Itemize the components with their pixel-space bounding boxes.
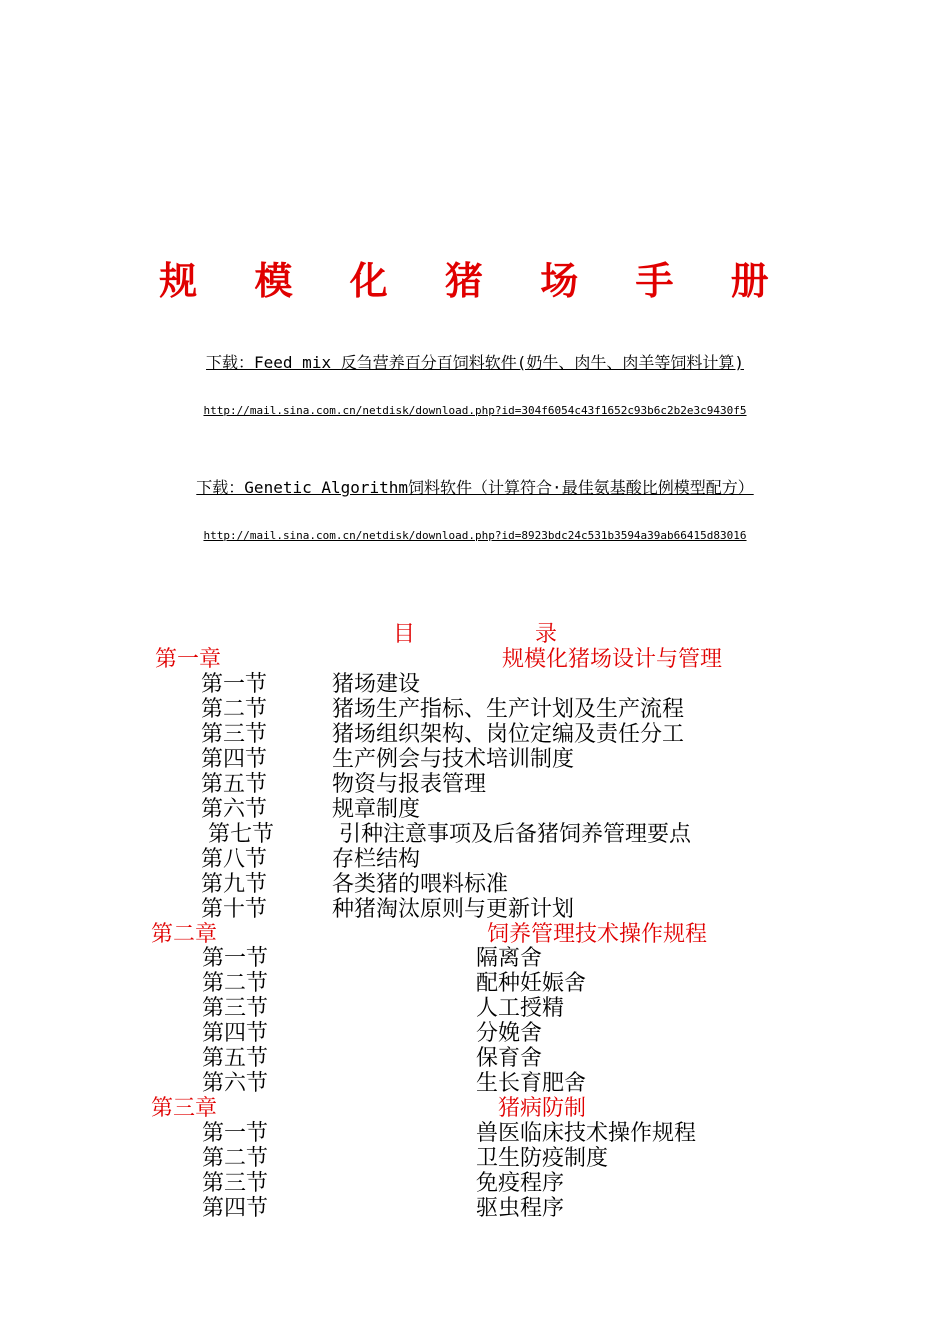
section-title: 引种注意事项及后备猪饲养管理要点 <box>339 822 692 847</box>
chapter-label: 第三章 <box>151 1096 218 1121</box>
section-label: 第五节 <box>201 772 268 797</box>
section-title: 物资与报表管理 <box>332 772 487 797</box>
section-label: 第二节 <box>202 1146 269 1171</box>
section-label: 第四节 <box>201 747 268 772</box>
section-label: 第六节 <box>202 1071 269 1096</box>
section-label: 第二节 <box>202 971 269 996</box>
section-label: 第十节 <box>201 897 268 922</box>
section-label: 第一节 <box>202 1121 269 1146</box>
section-label: 第九节 <box>201 872 268 897</box>
section-title: 存栏结构 <box>332 847 421 872</box>
chapter-title: 规模化猪场设计与管理 <box>502 647 723 672</box>
section-title: 生产例会与技术培训制度 <box>332 747 575 772</box>
download-url-genetic-algorithm[interactable]: http://mail.sina.com.cn/netdisk/download.php?id=8923bdc24c531b3594a39ab66415d83016 <box>203 529 747 542</box>
toc-heading-right: 录 <box>535 622 558 647</box>
section-label: 第六节 <box>201 797 268 822</box>
section-label: 第三节 <box>202 996 269 1021</box>
section-title: 猪场组织架构、岗位定编及责任分工 <box>332 722 685 747</box>
section-label: 第三节 <box>202 1171 269 1196</box>
section-title: 规章制度 <box>332 797 421 822</box>
download-link-genetic-algorithm[interactable]: 下载：Genetic Algorithm饲料软件（计算符合·最佳氨基酸比例模型配方） <box>196 478 754 497</box>
section-title: 各类猪的喂料标准 <box>332 872 509 897</box>
toc-heading-left: 目 <box>393 622 416 647</box>
section-label: 第一节 <box>201 672 268 697</box>
section-title: 分娩舍 <box>476 1021 543 1046</box>
section-title: 猪场生产指标、生产计划及生产流程 <box>332 697 685 722</box>
section-title: 卫生防疫制度 <box>476 1146 609 1171</box>
section-title: 免疫程序 <box>476 1171 565 1196</box>
chapter-label: 第二章 <box>151 922 218 947</box>
section-title: 兽医临床技术操作规程 <box>476 1121 697 1146</box>
section-title: 保育舍 <box>476 1046 543 1071</box>
section-title: 猪场建设 <box>332 672 421 697</box>
chapter-title: 饲养管理技术操作规程 <box>487 922 708 947</box>
section-label: 第四节 <box>202 1196 269 1221</box>
chapter-label: 第一章 <box>155 647 222 672</box>
download-link-feedmix[interactable]: 下载：Feed mix 反刍营养百分百饲料软件(奶牛、肉牛、肉羊等饲料计算) <box>206 353 744 372</box>
section-title: 生长育肥舍 <box>476 1071 587 1096</box>
section-label: 第二节 <box>201 697 268 722</box>
section-label: 第八节 <box>201 847 268 872</box>
section-title: 人工授精 <box>476 996 565 1021</box>
section-label: 第四节 <box>202 1021 269 1046</box>
section-label: 第一节 <box>202 946 269 971</box>
section-label: 第三节 <box>201 722 268 747</box>
section-label: 第五节 <box>202 1046 269 1071</box>
download-url-feedmix[interactable]: http://mail.sina.com.cn/netdisk/download.php?id=304f6054c43f1652c93b6c2b2e3c9430f5 <box>203 404 747 417</box>
section-title: 配种妊娠舍 <box>476 971 587 996</box>
section-title: 驱虫程序 <box>476 1196 565 1221</box>
section-title: 种猪淘汰原则与更新计划 <box>332 897 575 922</box>
document-title: 规 模 化 猪 场 手 册 <box>159 259 791 303</box>
chapter-title: 猪病防制 <box>498 1096 587 1121</box>
section-label: 第七节 <box>208 822 275 847</box>
section-title: 隔离舍 <box>476 946 543 971</box>
